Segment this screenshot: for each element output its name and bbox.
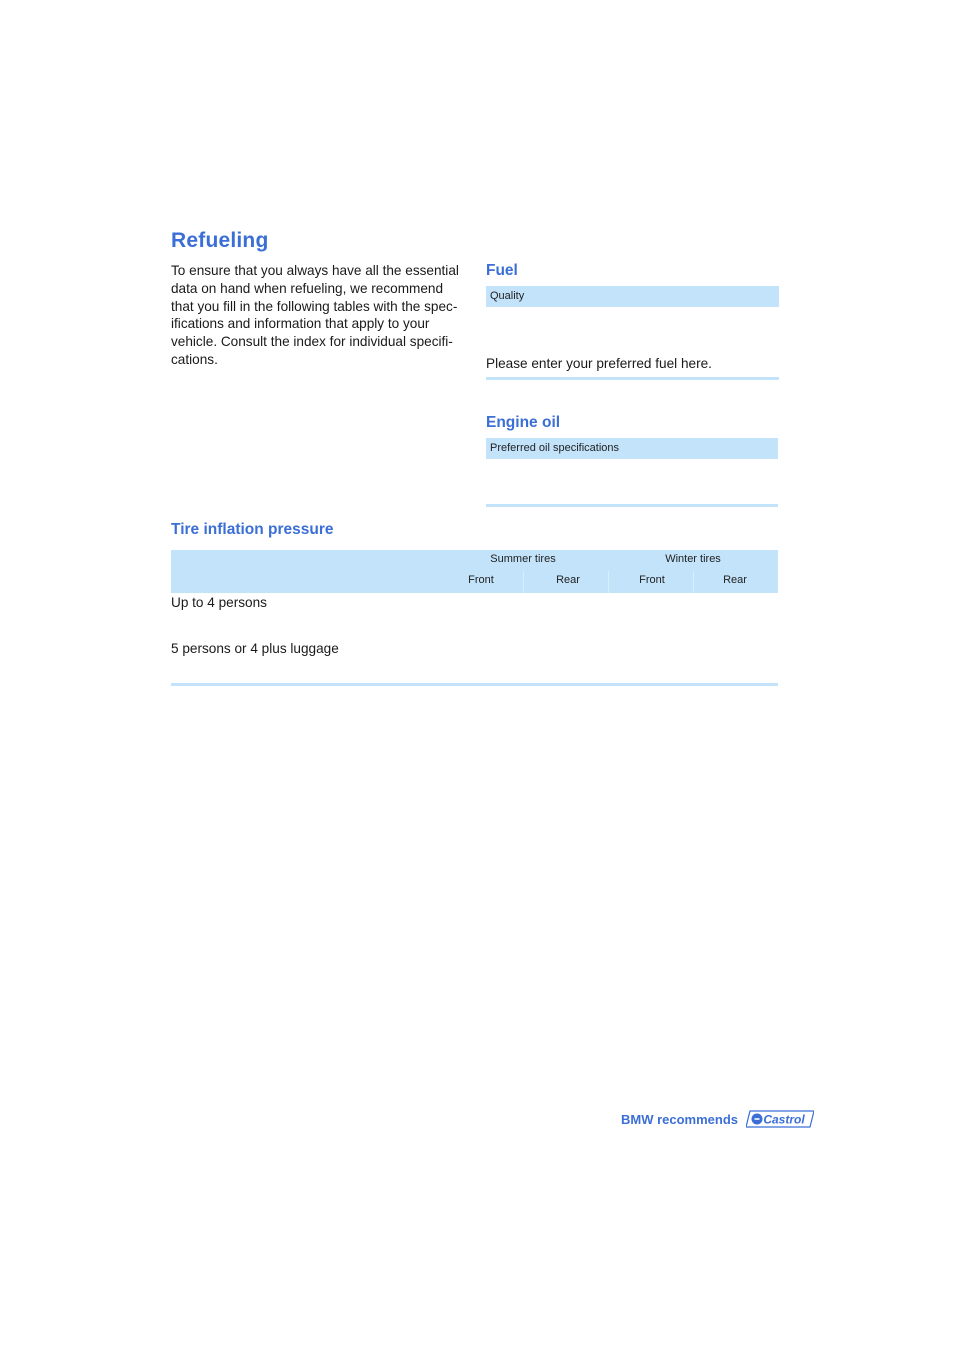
column-separator	[523, 571, 524, 593]
bmw-recommends-text: BMW recommends	[621, 1111, 739, 1127]
fuel-heading: Fuel	[486, 262, 518, 279]
castrol-logo-text: Castrol	[763, 1112, 805, 1127]
fuel-note: Please enter your preferred fuel here.	[486, 356, 712, 371]
column-separator	[608, 571, 609, 593]
intro-paragraph: To ensure that you always have all the essential data on hand when refueling, we recommend that you fill in the following tables with the spec-ifications and information that apply to your vehicle. Consult the index for individual specifi-cations.	[171, 263, 459, 367]
winter-rear-header: Rear	[723, 574, 747, 586]
fuel-quality-label: Quality	[490, 290, 525, 302]
tire-divider	[171, 683, 778, 686]
tire-row-label: 5 persons or 4 plus luggage	[171, 641, 339, 656]
oil-spec-label: Preferred oil specifications	[490, 442, 620, 454]
castrol-logo	[746, 1110, 814, 1128]
tire-row-label: Up to 4 persons	[171, 595, 267, 610]
tire-pressure-table-header	[171, 550, 778, 593]
footer-recommendation	[621, 1109, 814, 1129]
engine-oil-heading: Engine oil	[486, 414, 561, 431]
fuel-quality-band	[486, 286, 779, 307]
winter-tires-header: Winter tires	[665, 553, 721, 565]
summer-rear-header: Rear	[556, 574, 580, 586]
winter-front-header: Front	[639, 574, 665, 586]
fuel-divider	[486, 377, 779, 380]
column-separator	[693, 571, 694, 593]
summer-front-header: Front	[468, 574, 494, 586]
oil-divider	[486, 504, 778, 507]
summer-tires-header: Summer tires	[490, 553, 556, 565]
tire-pressure-heading: Tire inflation pressure	[171, 521, 334, 538]
page-title: Refueling	[171, 229, 269, 252]
oil-spec-band	[486, 438, 778, 459]
